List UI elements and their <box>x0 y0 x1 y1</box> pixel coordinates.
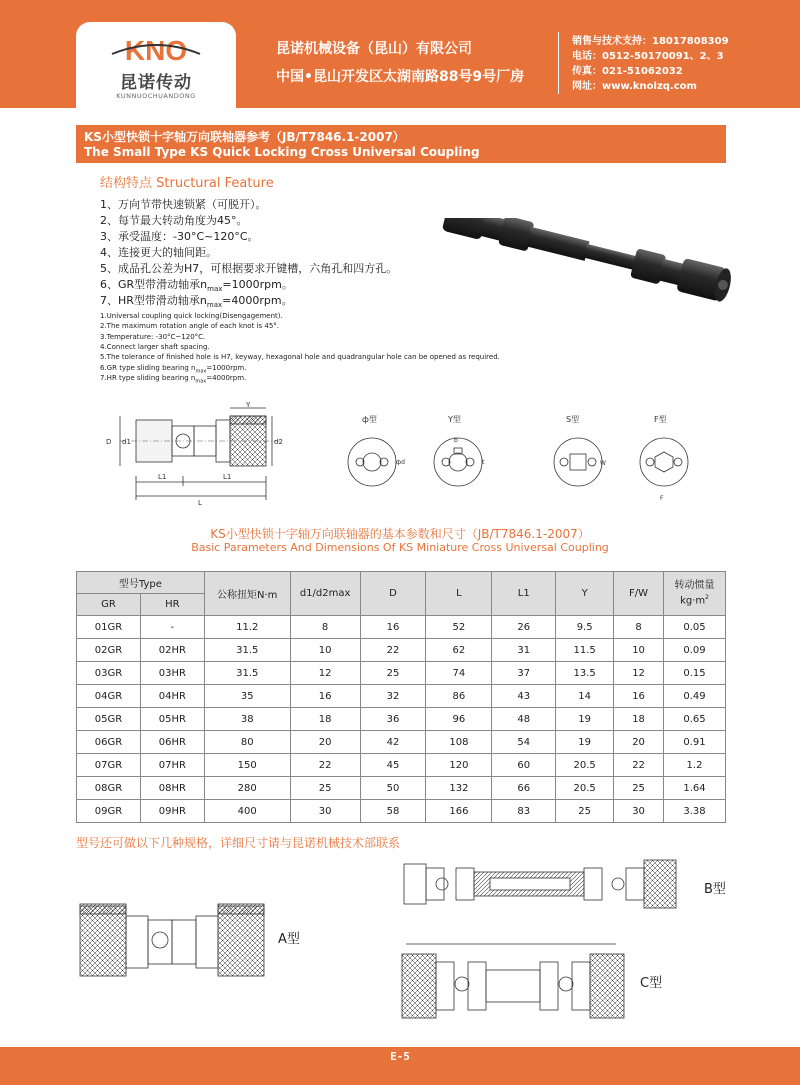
table-cell: 45 <box>360 754 426 777</box>
svg-text:F: F <box>660 495 664 502</box>
table-cell: 20 <box>614 731 664 754</box>
feature-cn-subscript: max <box>206 301 223 310</box>
svg-text:d1: d1 <box>122 438 131 446</box>
table-cell: 83 <box>492 800 556 823</box>
col-FW: F/W <box>614 572 664 616</box>
table-cell: 14 <box>556 685 614 708</box>
title-cn: KS小型快锁十字轴万向联轴器参考（JB/T7846.1-2007） <box>84 130 405 144</box>
svg-text:фd: фd <box>396 459 405 466</box>
table-cell: 32 <box>360 685 426 708</box>
contact-fax: 传真：021-51062032 <box>572 66 683 77</box>
feature-en-text: 5.The tolerance of finished hole is H7, keyway, hexagonal hole and quadrangular hole can be opened as required. <box>100 353 500 362</box>
features-heading: 结构特点 Structural Feature <box>100 176 274 191</box>
table-title-cn: KS小型快锁十字轴万向联轴器的基本参数和尺寸（JB/T7846.1-2007） <box>210 527 590 541</box>
feature-en-text: 6.GR type sliding bearing n <box>100 363 196 372</box>
page-number: E-5 <box>390 1050 410 1063</box>
table-row <box>77 616 726 639</box>
table-cell: 280 <box>204 777 290 800</box>
table-cell: 16 <box>290 685 360 708</box>
table-cell: 8 <box>290 616 360 639</box>
feature-en-subscript: max <box>195 367 207 374</box>
feature-cn-text: 1、万向节带快速锁紧（可脱开）。 <box>100 198 267 211</box>
table-cell: 66 <box>492 777 556 800</box>
table-cell: 02HR <box>140 639 204 662</box>
table-row <box>77 754 726 777</box>
table-cell: 03HR <box>140 662 204 685</box>
table-cell: 400 <box>204 800 290 823</box>
svg-text:KNO: KNO <box>124 35 188 66</box>
svg-text:L1: L1 <box>158 473 167 481</box>
table-cell: 150 <box>204 754 290 777</box>
feature-cn-subscript: max <box>207 285 223 294</box>
table-cell: 25 <box>614 777 664 800</box>
feature-en-text: 3.Temperature: -30°C~120°C. <box>100 332 206 341</box>
table-cell: 9.5 <box>556 616 614 639</box>
svg-text:S型: S型 <box>566 415 580 424</box>
table-cell: 26 <box>492 616 556 639</box>
table-cell: 30 <box>290 800 360 823</box>
table-cell: 1.64 <box>664 777 726 800</box>
table-cell: 166 <box>426 800 492 823</box>
type-b-label: B型 <box>704 882 726 897</box>
feature-en-2 <box>100 322 279 330</box>
col-inertia-sup: 2 <box>705 593 709 601</box>
spec-table <box>76 571 726 823</box>
type-c-label: C型 <box>640 976 663 991</box>
table-row <box>77 731 726 754</box>
table-cell: 58 <box>360 800 426 823</box>
table-row <box>77 662 726 685</box>
col-Y: Y <box>556 572 614 616</box>
table-cell: 16 <box>614 685 664 708</box>
table-cell: 10 <box>290 639 360 662</box>
table-cell: 09GR <box>77 800 141 823</box>
brand-cn: 昆诺传动 <box>120 73 192 93</box>
table-cell: 0.15 <box>664 662 726 685</box>
logo <box>76 22 236 108</box>
table-row <box>77 777 726 800</box>
col-gr: GR <box>77 594 141 616</box>
table-cell: 07HR <box>140 754 204 777</box>
svg-text:L: L <box>198 499 202 507</box>
table-cell: 96 <box>426 708 492 731</box>
table-cell: 11.5 <box>556 639 614 662</box>
table-cell: 86 <box>426 685 492 708</box>
table-cell: 02GR <box>77 639 141 662</box>
feature-cn-1 <box>100 196 267 212</box>
table-cell: 20 <box>290 731 360 754</box>
company-address: 中国•昆山开发区太湖南路88号9号厂房 <box>276 69 525 85</box>
table-cell: 06GR <box>77 731 141 754</box>
table-cell: 37 <box>492 662 556 685</box>
type-a-label: A型 <box>278 932 300 947</box>
feature-en-text: 7.HR type sliding bearing n <box>100 373 196 382</box>
table-cell: 12 <box>290 662 360 685</box>
feature-en-subscript: max <box>195 378 207 385</box>
table-cell: 04HR <box>140 685 204 708</box>
col-d: d1/d2max <box>290 572 360 616</box>
spec-table-body <box>77 616 726 823</box>
contact-phone: 电话：0512-50170091、2、3 <box>572 51 724 62</box>
variant-drawings <box>70 858 730 1043</box>
table-cell: 22 <box>614 754 664 777</box>
feature-cn-text-post: =4000rpm。 <box>222 294 293 307</box>
feature-en-1 <box>100 312 283 320</box>
feature-en-4 <box>100 343 210 351</box>
dimension-drawings <box>100 402 700 512</box>
col-inertia-label: 转动惯量 <box>674 579 715 591</box>
feature-en-7 <box>100 374 246 384</box>
table-cell: 0.09 <box>664 639 726 662</box>
table-cell: 11.2 <box>204 616 290 639</box>
table-cell: 3.38 <box>664 800 726 823</box>
table-row <box>77 800 726 823</box>
feature-cn-7 <box>100 292 293 309</box>
table-cell: 74 <box>426 662 492 685</box>
table-cell: 120 <box>426 754 492 777</box>
brand-en: KUNNUOCHUANDONG <box>116 92 196 100</box>
feature-cn-text: 2、每节最大转动角度为45°。 <box>100 214 248 227</box>
table-cell: 22 <box>290 754 360 777</box>
table-cell: 48 <box>492 708 556 731</box>
table-cell: 06HR <box>140 731 204 754</box>
table-cell: 35 <box>204 685 290 708</box>
more-specs-note: 型号还可做以下几种规格，详细尺寸请与昆诺机械技术部联系 <box>76 836 401 850</box>
table-cell: 108 <box>426 731 492 754</box>
svg-text:t: t <box>482 459 485 466</box>
table-cell: 12 <box>614 662 664 685</box>
table-cell: 38 <box>204 708 290 731</box>
col-L1: L1 <box>492 572 556 616</box>
table-cell: 05HR <box>140 708 204 731</box>
table-cell: 36 <box>360 708 426 731</box>
table-cell: 43 <box>492 685 556 708</box>
table-cell: 31.5 <box>204 639 290 662</box>
col-torque: 公称扭矩N·m <box>204 572 290 616</box>
table-cell: 25 <box>556 800 614 823</box>
table-cell: 31 <box>492 639 556 662</box>
table-cell: 20.5 <box>556 777 614 800</box>
table-cell: 8 <box>614 616 664 639</box>
table-cell: 0.05 <box>664 616 726 639</box>
header-bar <box>0 0 800 108</box>
title-en: The Small Type KS Quick Locking Cross Universal Coupling <box>84 145 480 159</box>
table-cell: 1.2 <box>664 754 726 777</box>
feature-en-text-post: =4000rpm. <box>206 373 247 382</box>
table-cell: 132 <box>426 777 492 800</box>
svg-text:D: D <box>106 438 112 446</box>
table-cell: 10 <box>614 639 664 662</box>
table-row <box>77 639 726 662</box>
feature-cn-text: 4、连接更大的轴间距。 <box>100 246 217 259</box>
col-L: L <box>426 572 492 616</box>
feature-en-text: 2.The maximum rotation angle of each knot is 45°. <box>100 322 280 331</box>
feature-cn-text: 5、成品孔公差为H7，可根据要求开键槽，六角孔和四方孔。 <box>100 262 398 275</box>
svg-text:F型: F型 <box>654 415 667 424</box>
table-cell: 60 <box>492 754 556 777</box>
table-cell: 25 <box>290 777 360 800</box>
feature-cn-5 <box>100 260 397 276</box>
table-cell: 19 <box>556 708 614 731</box>
feature-en-text-post: =1000rpm. <box>206 363 247 372</box>
table-row <box>77 708 726 731</box>
table-cell: 09HR <box>140 800 204 823</box>
feature-cn-2 <box>100 212 248 228</box>
table-cell: 13.5 <box>556 662 614 685</box>
feature-cn-text-post: =1000rpm。 <box>222 278 293 291</box>
table-cell: 52 <box>426 616 492 639</box>
company-name: 昆诺机械设备（昆山）有限公司 <box>276 41 472 57</box>
table-cell: 01GR <box>77 616 141 639</box>
table-cell: 08HR <box>140 777 204 800</box>
logo-mark-icon <box>108 34 204 66</box>
table-cell: 22 <box>360 639 426 662</box>
table-cell: 31.5 <box>204 662 290 685</box>
table-cell: 04GR <box>77 685 141 708</box>
table-cell: 42 <box>360 731 426 754</box>
svg-text:Y: Y <box>246 402 251 409</box>
svg-text:L1: L1 <box>223 473 232 481</box>
table-cell: 0.49 <box>664 685 726 708</box>
svg-text:ф型: ф型 <box>362 415 377 424</box>
table-cell: 80 <box>204 731 290 754</box>
table-cell: 0.65 <box>664 708 726 731</box>
table-cell: 0.91 <box>664 731 726 754</box>
table-cell: 07GR <box>77 754 141 777</box>
col-type: 型号Type <box>77 572 205 594</box>
table-title-en: Basic Parameters And Dimensions Of KS Miniature Cross Universal Coupling <box>191 541 609 554</box>
feature-cn-6 <box>100 276 293 293</box>
col-inertia-unit: kg·m <box>680 595 706 607</box>
table-cell: 08GR <box>77 777 141 800</box>
title-banner <box>76 125 726 163</box>
feature-en-6 <box>100 364 246 374</box>
table-cell: 30 <box>614 800 664 823</box>
table-cell: 16 <box>360 616 426 639</box>
col-D: D <box>360 572 426 616</box>
table-cell: 18 <box>614 708 664 731</box>
feature-en-3 <box>100 333 205 341</box>
col-inertia <box>664 572 726 616</box>
table-cell: 62 <box>426 639 492 662</box>
table-row <box>77 685 726 708</box>
table-cell: 20.5 <box>556 754 614 777</box>
svg-text:d2: d2 <box>274 438 283 446</box>
table-cell: 50 <box>360 777 426 800</box>
contact-sales: 销售与技术支持：18017808309 <box>572 36 729 47</box>
contact-website: 网址：www.knolzq.com <box>572 81 697 92</box>
feature-cn-text: 7、HR型带滑动轴承n <box>100 294 207 307</box>
table-cell: 19 <box>556 731 614 754</box>
svg-text:b: b <box>454 437 458 444</box>
col-hr: HR <box>140 594 204 616</box>
table-cell: 18 <box>290 708 360 731</box>
feature-en-text: 4.Connect larger shaft spacing. <box>100 342 210 351</box>
feature-en-text: 1.Universal coupling quick locking(Disengagement). <box>100 312 283 320</box>
table-cell: - <box>140 616 204 639</box>
coupling-product-image <box>432 218 732 358</box>
feature-cn-text: 6、GR型带滑动轴承n <box>100 278 208 291</box>
table-cell: 05GR <box>77 708 141 731</box>
feature-cn-text: 3、承受温度：-30°C~120°C。 <box>100 230 259 243</box>
table-cell: 25 <box>360 662 426 685</box>
svg-text:Y型: Y型 <box>448 415 461 424</box>
feature-cn-4 <box>100 244 217 260</box>
feature-cn-3 <box>100 228 259 244</box>
header-divider <box>558 32 559 94</box>
svg-text:W: W <box>600 460 606 467</box>
table-cell: 54 <box>492 731 556 754</box>
table-cell: 03GR <box>77 662 141 685</box>
